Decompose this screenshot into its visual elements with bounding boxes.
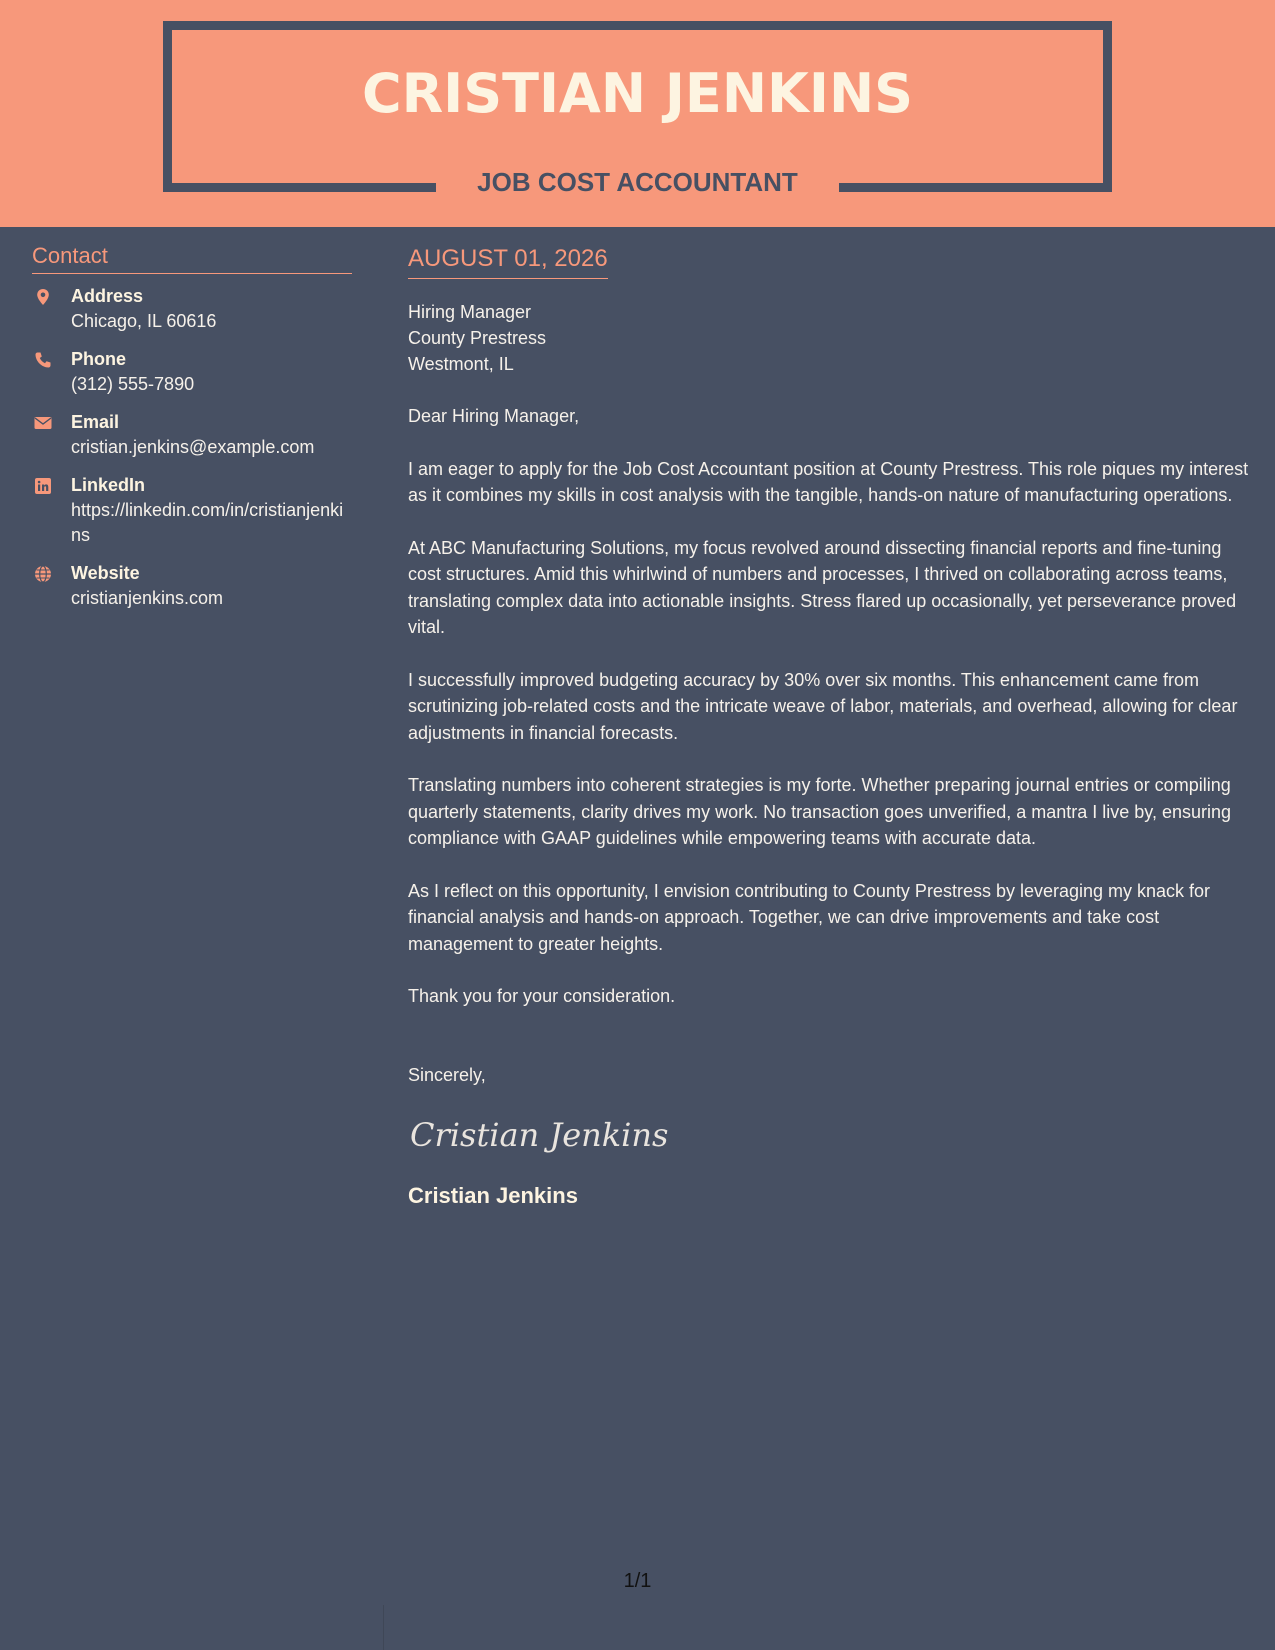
location-pin-icon <box>34 288 52 306</box>
globe-icon <box>34 565 52 583</box>
phone-icon <box>34 351 52 369</box>
handwritten-signature <box>408 1110 668 1160</box>
recipient-company: County Prestress <box>408 328 547 348</box>
page-number: 1/1 <box>623 1570 652 1592</box>
website-value: cristianjenkins.com <box>71 588 224 608</box>
recipient-title: Hiring Manager <box>408 302 532 322</box>
contact-sidebar <box>32 243 352 624</box>
address-value: Chicago, IL 60616 <box>71 311 217 331</box>
paragraph: As I reflect on this opportunity, I envision contributing to County Prestress by leveraging my knack for financial analysis and hands-on approach. Together, we can drive improvements and take cost management to greater heights. <box>408 880 1211 954</box>
letter-body <box>408 245 1253 1209</box>
contact-email <box>32 410 352 460</box>
header-banner <box>0 0 1275 227</box>
email-label: Email <box>71 412 120 432</box>
paragraph: Translating numbers into coherent strategies is my forte. Whether preparing journal entries or compiling quarterly statements, clarity drives my work. No transaction goes unverified, a mantra I live by, ensuring compliance with GAAP guidelines while empowering teams with accurate data. <box>408 775 1232 848</box>
paragraph: I successfully improved budgeting accuracy by 30% over six months. This enhancement came from scrutinizing job-related costs and the intricate weave of labor, materials, and overhead, allowing for clear adjustments in financial forecasts. <box>408 669 1238 743</box>
linkedin-label: LinkedIn <box>71 475 146 495</box>
linkedin-value: https://linkedin.com/in/cristianjenkins <box>71 500 344 545</box>
contact-website <box>32 561 352 611</box>
candidate-name: CRISTIAN JENKINS <box>361 62 914 125</box>
signer-name: Cristian Jenkins <box>408 1182 578 1208</box>
contact-phone <box>32 347 352 397</box>
paragraph: I am eager to apply for the Job Cost Accountant position at County Prestress. This role piques my interest as it combines my skills in cost analysis with the tangible, hands-on nature of manufacturing operations. <box>408 458 1249 505</box>
envelope-icon <box>34 414 52 432</box>
address-label: Address <box>71 286 144 306</box>
recipient-location: Westmont, IL <box>408 354 514 374</box>
salutation: Dear Hiring Manager, <box>408 406 580 426</box>
paragraph: At ABC Manufacturing Solutions, my focus revolved around dissecting financial reports and fine-tuning cost structures. Amid this whirlwind of numbers and processes, I thrived on collaborating across teams, translating complex data into actionable insights. Stress flared up occasionally, yet perseverance proved vital. <box>408 537 1237 637</box>
letter-date: AUGUST 01, 2026 <box>408 245 608 279</box>
phone-value: (312) 555-7890 <box>71 374 195 394</box>
thank-you-line: Thank you for your consideration. <box>408 986 676 1006</box>
website-label: Website <box>71 563 140 583</box>
signature-text: Cristian Jenkins <box>410 1115 668 1154</box>
recipient-block <box>408 299 1253 377</box>
contact-address <box>32 284 352 334</box>
divider-line <box>383 1605 384 1650</box>
contact-linkedin <box>32 473 352 548</box>
closing: Sincerely, <box>408 1064 486 1085</box>
phone-label: Phone <box>71 349 127 369</box>
contact-heading: Contact <box>32 243 352 274</box>
job-title: JOB COST ACCOUNTANT <box>477 167 798 197</box>
email-value: cristian.jenkins@example.com <box>71 437 315 457</box>
linkedin-icon <box>34 477 52 495</box>
